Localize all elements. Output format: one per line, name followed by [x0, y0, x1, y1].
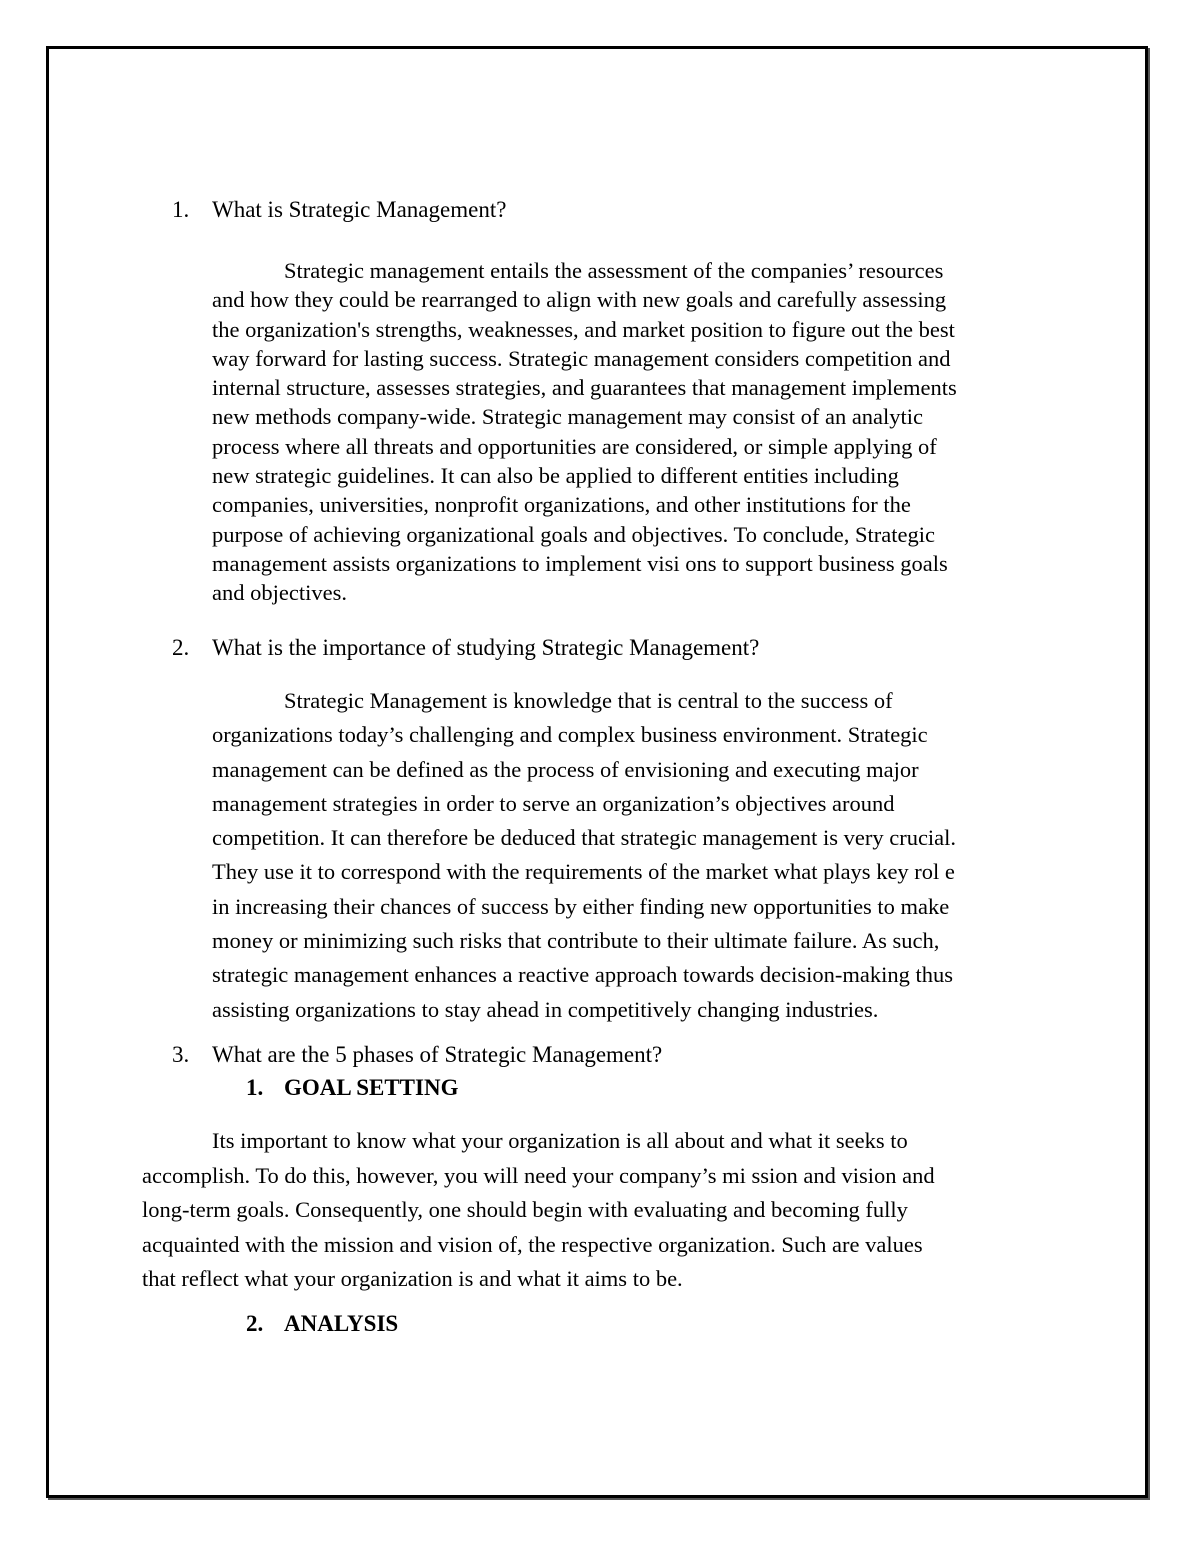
answer-1-line: new strategic guidelines. It can also be applied to different entities including: [212, 463, 899, 489]
goal-setting-line: long-term goals. Consequently, one should begin with evaluating and becoming fully: [142, 1197, 908, 1222]
goal-setting-line: that reflect what your organization is and what it aims to be.: [142, 1266, 683, 1291]
phase-1-number: 1.: [246, 1075, 264, 1100]
answer-2-line: They use it to correspond with the requirements of the market what plays key rol e: [212, 859, 955, 885]
answer-1-line: new methods company-wide. Strategic management may consist of an analytic: [212, 404, 924, 430]
answer-1-line: purpose of achieving organizational goals and objectives. To conclude, Strategic: [212, 521, 935, 547]
answer-2-line: management strategies in order to serve an organization’s objectives around: [212, 790, 895, 816]
goal-setting-paragraph: [142, 1124, 1072, 1297]
answer-1-line: process where all threats and opportunities are considered, or simple applying of: [212, 433, 937, 459]
goal-setting-line: accomplish. To do this, however, you will need your company’s mi ssion and vision and: [142, 1162, 935, 1188]
goal-setting-line: acquainted with the mission and vision of, the respective organization. Such are values: [142, 1231, 923, 1257]
answer-2-line: competition. It can therefore be deduced that strategic management is very crucial.: [212, 825, 957, 851]
question-2-text: What is the importance of studying Strategic Management?: [212, 635, 760, 660]
question-2-number: 2.: [172, 635, 190, 660]
goal-setting-line: Its important to know what your organization is all about and what it seeks to: [212, 1128, 908, 1153]
question-1-number: 1.: [172, 197, 190, 222]
answer-1-line: way forward for lasting success. Strategic management considers competition and: [212, 345, 951, 371]
answer-1-line: and how they could be rearranged to align with new goals and carefully assessing: [212, 287, 947, 313]
phase-2-number: 2.: [246, 1311, 264, 1336]
answer-1-line: management assists organizations to implement visi ons to support business goals: [212, 550, 948, 576]
answer-2-line: management can be defined as the process of envisioning and executing major: [212, 756, 919, 782]
answer-2-line: in increasing their chances of success by either finding new opportunities to make: [212, 893, 950, 919]
answer-2-line: assisting organizations to stay ahead in competitively changing industries.: [212, 996, 879, 1022]
answer-2-line: strategic management enhances a reactive approach towards decision-making thus: [212, 962, 953, 988]
answer-1-paragraph: [212, 256, 1072, 608]
answer-2-paragraph: [212, 684, 1072, 1027]
question-3-text: What are the 5 phases of Strategic Management?: [212, 1042, 663, 1067]
answer-1-line: internal structure, assesses strategies, and guarantees that management implements: [212, 375, 957, 401]
question-1-text: What is Strategic Management?: [212, 197, 507, 222]
answer-1-line: and objectives.: [212, 580, 347, 606]
answer-1-line: Strategic management entails the assessment of the companies’ resources: [284, 258, 944, 283]
phase-1-title: GOAL SETTING: [284, 1075, 459, 1100]
question-3-number: 3.: [172, 1042, 190, 1067]
answer-2-line: organizations today’s challenging and complex business environment. Strategic: [212, 722, 928, 748]
phase-2-title: ANALYSIS: [284, 1311, 399, 1336]
answer-2-line: Strategic Management is knowledge that is central to the success of: [284, 688, 893, 713]
answer-2-line: money or minimizing such risks that contribute to their ultimate failure. As such,: [212, 928, 940, 954]
answer-1-line: the organization's strengths, weaknesses, and market position to figure out the best: [212, 316, 955, 342]
answer-1-line: companies, universities, nonprofit organizations, and other institutions for the: [212, 492, 911, 518]
